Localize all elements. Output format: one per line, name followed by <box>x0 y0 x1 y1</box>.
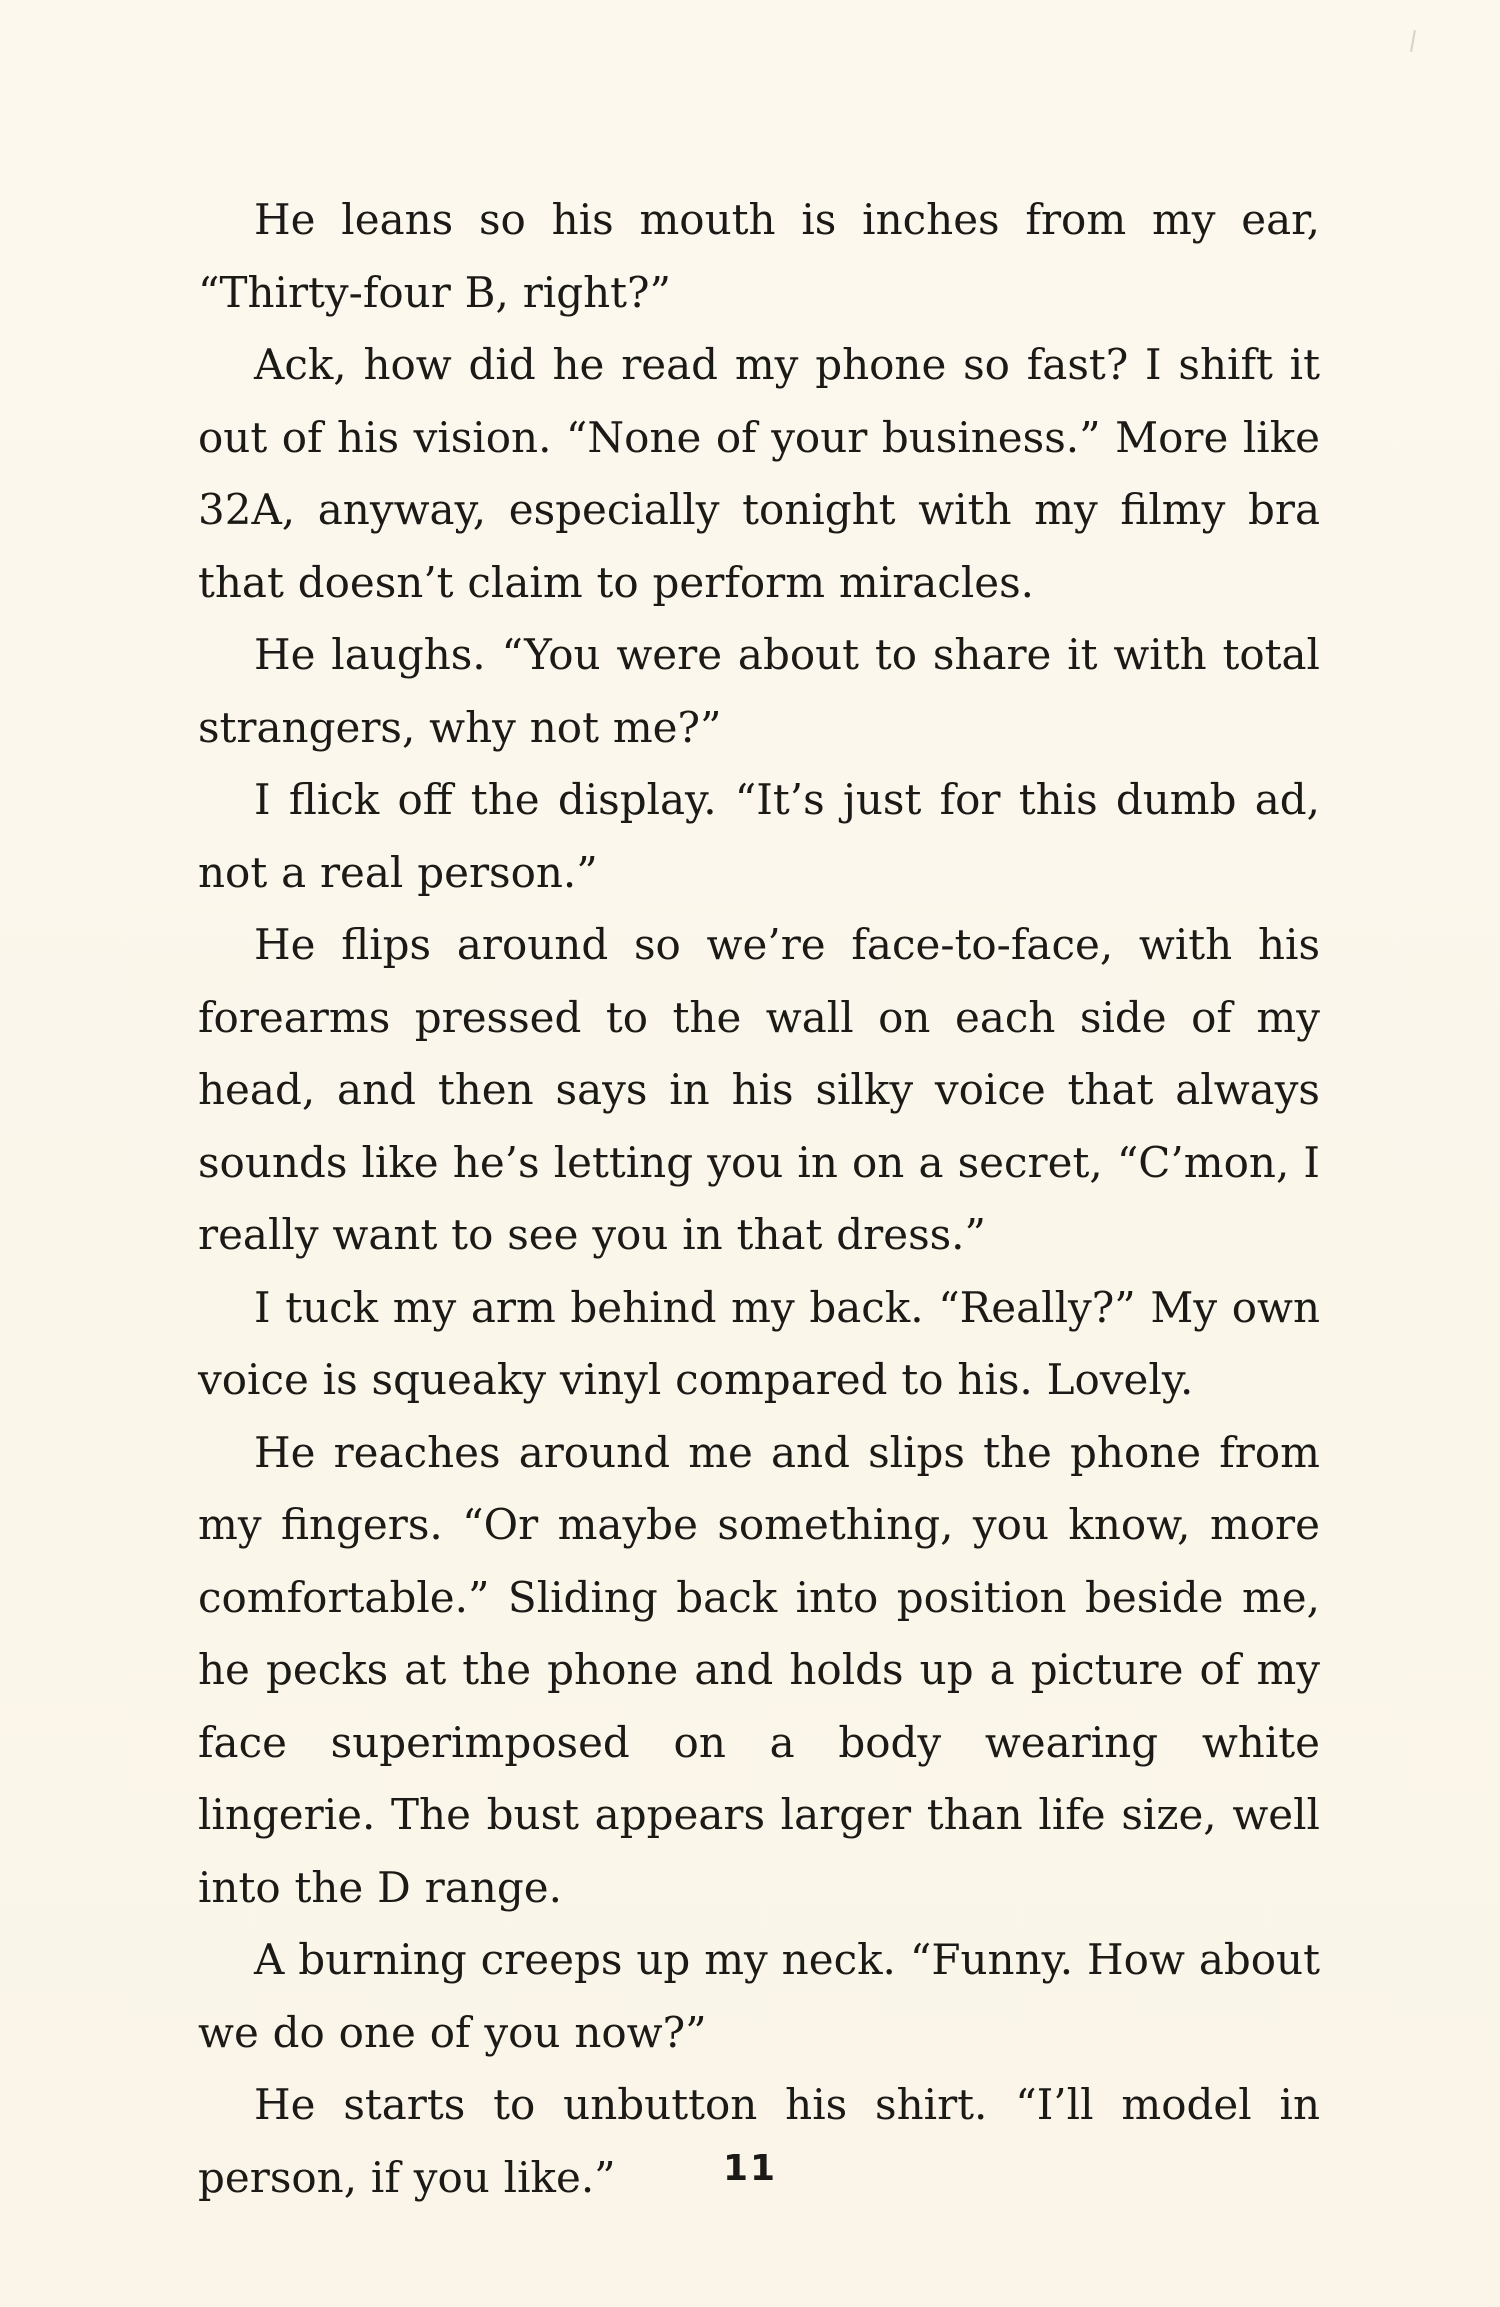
paragraph-8: A burning creeps up my neck. “Funny. How about we do one of you now?” <box>198 1935 1320 2057</box>
paragraph-6: I tuck my arm behind my back. “Really?” My own voice is squeaky vinyl compared to his. Lovely. <box>198 1282 1320 1404</box>
paragraph-9: He starts to unbutton his shirt. “I’ll model in person, if you like.” <box>198 2080 1320 2202</box>
paragraph-2: Ack, how did he read my phone so fast? I shift it out of his vision. “None of your business.” More like 32A, anyway, especially tonight with my filmy bra that doesn’t claim to perform miracles. <box>198 340 1320 607</box>
paragraph-7: He reaches around me and slips the phone from my fingers. “Or maybe something, you know, more comfortable.” Sliding back into position beside me, he pecks at the phone and holds up a picture of my face superimposed on a body wearing white lingerie. The bust appears larger than life size, well into the D range. <box>198 1427 1320 1912</box>
page-number: 11 <box>722 2148 778 2189</box>
body-text <box>198 184 1320 2214</box>
paragraph-1: He leans so his mouth is inches from my ear, “Thirty-four B, right?” <box>198 195 1320 317</box>
paragraph-3: He laughs. “You were about to share it with total strangers, why not me?” <box>198 630 1320 752</box>
paragraph-4: I flick off the display. “It’s just for this dumb ad, not a real person.” <box>198 775 1320 897</box>
page-edge-mark <box>1410 30 1416 52</box>
paragraph-5: He flips around so we’re face-to-face, with his forearms pressed to the wall on each side of my head, and then says in his silky voice that always sounds like he’s letting you in on a secret, “C’mon, I really want to see you in that dress.” <box>198 920 1320 1259</box>
